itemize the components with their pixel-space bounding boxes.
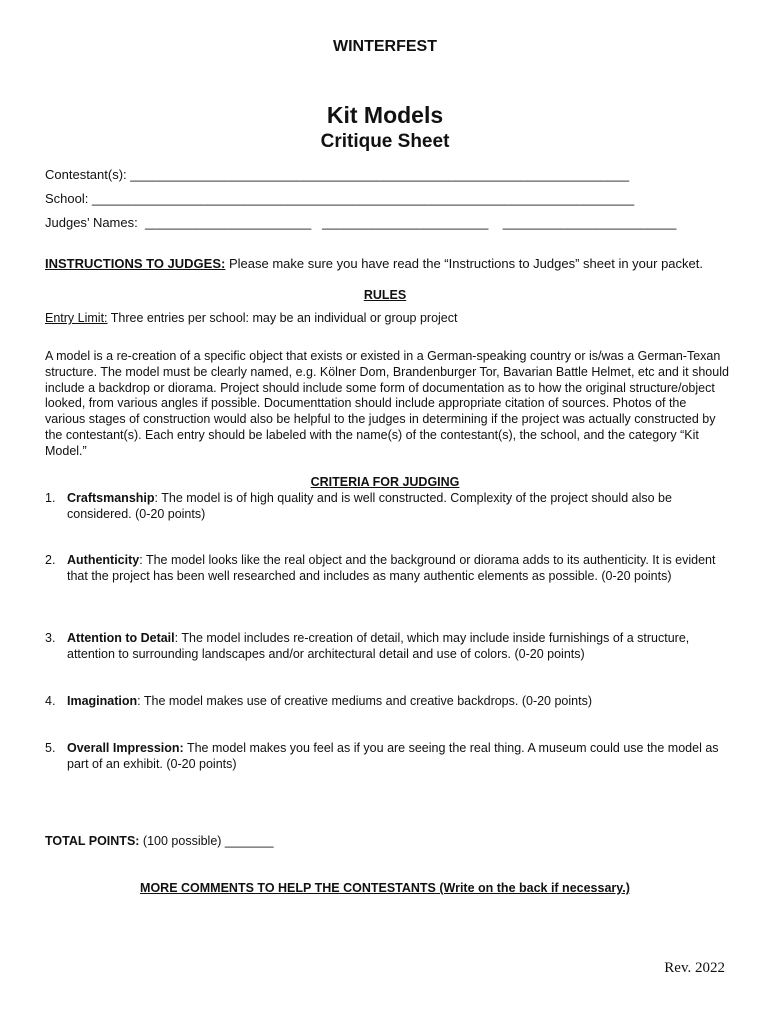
judges-names-field[interactable]: Judges’ Names: _______________________ _______________________ ________________________ [45, 215, 677, 230]
criterion-item [45, 693, 735, 709]
criterion-text: : The model is of high quality and is well constructed. Complexity of the project should also be considered. (0-20 points) [67, 491, 672, 521]
rules-description: A model is a re-creation of a specific object that exists or existed in a German-speaking country or is/was a German-Texan structure. The model must be clearly named, e.g. Kölner Dom, Brandenburger Tor, Bavarian Battle Helmet, etc and it should include a backdrop or diorama. Project should include some form of documentation as to how the original structure/object looked, from various angles if possible. Documenttation should include appropriate citation of sources. Photos of the various stages of construction would also be helpful to the judges in determining if the project was actually constructed by the contestant(s). Each entry should be labeled with the name(s) of the contestant(s), the school, and the category “Kit Model.” [45, 349, 729, 458]
criterion-name: Craftsmanship [67, 491, 155, 505]
entry-limit-text: Three entries per school: may be an individual or group project [107, 311, 458, 325]
school-field[interactable]: School: ___________________________________________________________________________ [45, 191, 635, 206]
criterion-item [45, 552, 735, 584]
total-points-label: TOTAL POINTS: [45, 834, 140, 848]
entry-limit [45, 311, 745, 327]
instructions-text: Please make sure you have read the “Instructions to Judges” sheet in your packet. [225, 256, 703, 271]
revision-label: Rev. 2022 [664, 960, 725, 976]
criterion-name: Overall Impression: [67, 741, 184, 755]
contestants-field[interactable]: Contestant(s): _____________________________________________________________________ [45, 167, 630, 182]
total-points [45, 834, 274, 850]
criterion-item [45, 740, 735, 772]
criteria-heading: CRITERIA FOR JUDGING [310, 475, 460, 489]
rules-heading: RULES [363, 288, 407, 302]
criterion-number: 2. [45, 553, 56, 567]
criterion-name: Authenticity [67, 553, 140, 567]
criterion-number: 1. [45, 491, 56, 505]
page-subtitle: Critique Sheet [320, 131, 450, 152]
event-name: WINTERFEST [333, 38, 437, 55]
criterion-text: : The model makes use of creative mediums and creative backdrops. (0-20 points) [137, 694, 593, 708]
criterion-number: 5. [45, 741, 56, 755]
criterion-name: Attention to Detail [67, 631, 175, 645]
criterion-item [45, 630, 735, 662]
criterion-number: 4. [45, 694, 56, 708]
criterion-number: 3. [45, 631, 56, 645]
total-points-text[interactable]: (100 possible) _______ [139, 834, 274, 848]
instructions-label: INSTRUCTIONS TO JUDGES: [45, 256, 226, 271]
criterion-name: Imagination [67, 694, 138, 708]
criterion-text: : The model includes re-creation of detail, which may include inside furnishings of a structure, attention to surrounding landscapes and/or architectural detail and use of colors. (0-20 points) [67, 631, 690, 661]
criterion-text: : The model looks like the real object and the background or diorama adds to its authenticity. It is evident that the project has been well researched and includes as many authentic elements as possible. (0-20 points) [67, 553, 716, 583]
criterion-item [45, 490, 735, 522]
criterion-text: The model makes you feel as if you are seeing the real thing. A museum could use the model as part of an exhibit. (0-20 points) [67, 741, 719, 771]
comments-heading: MORE COMMENTS TO HELP THE CONTESTANTS (Write on the back if necessary.) [140, 881, 630, 895]
instructions-to-judges [45, 256, 745, 272]
entry-limit-label: Entry Limit: [45, 311, 108, 325]
page-title: Kit Models [326, 102, 444, 128]
